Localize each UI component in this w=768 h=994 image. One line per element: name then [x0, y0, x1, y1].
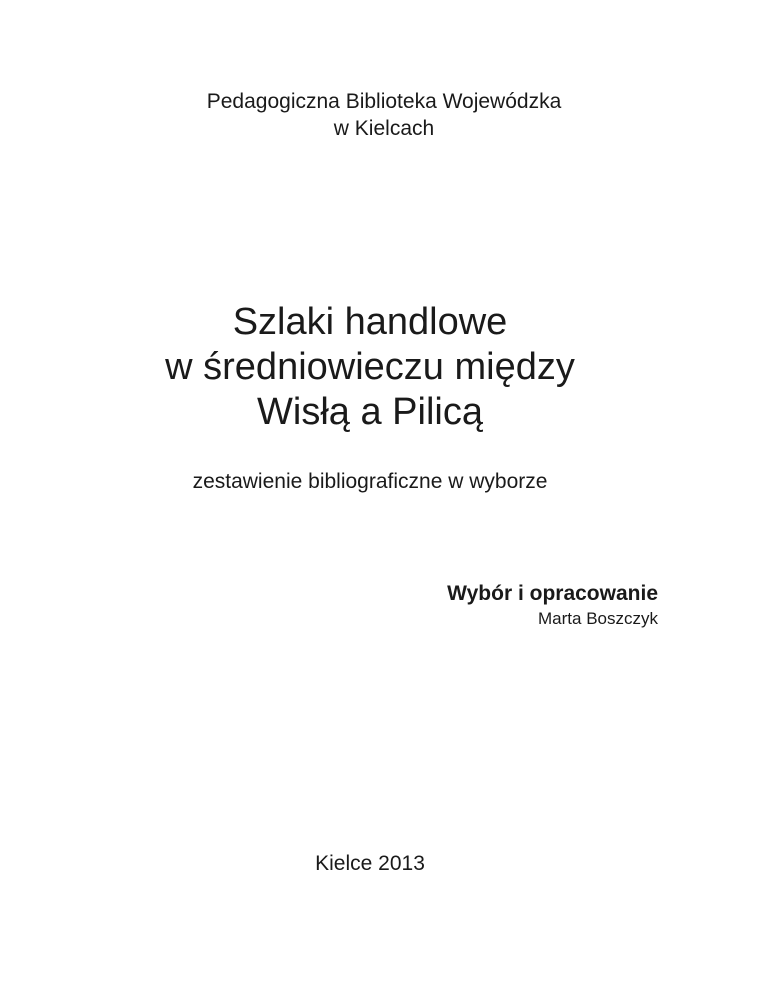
title-line-3: Wisłą a Pilicą [257, 391, 483, 433]
publisher-location: w Kielcach [333, 117, 435, 140]
publisher [0, 88, 768, 142]
place-and-year: Kielce 2013 [315, 852, 425, 875]
title-line-1: Szlaki handlowe [232, 301, 508, 343]
credits [447, 580, 658, 630]
title-line-2: w średniowieczu między [165, 346, 575, 388]
author-name: Marta Boszczyk [538, 609, 658, 628]
publisher-name: Pedagogiczna Biblioteka Wojewódzka [206, 90, 562, 113]
credits-label: Wybór i opracowanie [447, 582, 658, 605]
document-title [0, 300, 740, 435]
document-subtitle: zestawienie bibliograficzne w wyborze [192, 470, 548, 493]
